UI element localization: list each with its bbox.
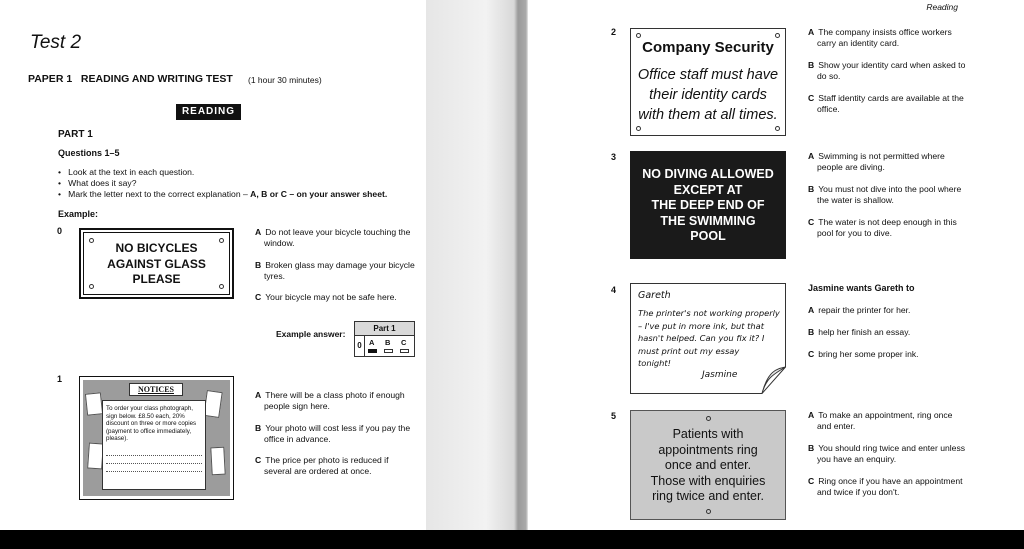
- paper-line: PAPER 1 READING AND WRITING TEST: [28, 73, 233, 85]
- answer-grid-header: Part 1: [355, 322, 414, 336]
- answer-mark-filled: [368, 349, 377, 353]
- sign-line: with them at all times.: [638, 107, 778, 123]
- q2-sign: [630, 28, 786, 136]
- note-line: – I've put in more ink, but that: [638, 320, 765, 331]
- example-option-b: B Broken glass may damage your bicycle tyres.: [255, 260, 415, 281]
- questions-heading: Questions 1–5: [58, 148, 120, 158]
- question-2-number: 2: [611, 27, 617, 37]
- sign-line: Patients with: [672, 427, 744, 441]
- page-edge: [998, 0, 1024, 530]
- note-signature: Jasmine: [702, 370, 738, 380]
- pinned-paper: [210, 447, 225, 476]
- q1-option-a: A There will be a class photo if enough people sign here.: [255, 390, 405, 411]
- screw-icon: [775, 126, 780, 131]
- q4-option-a: A repair the printer for her.: [808, 305, 911, 315]
- screw-icon: [636, 33, 641, 38]
- sign-line: appointments ring: [658, 442, 758, 457]
- answer-letter-c: C: [401, 338, 407, 347]
- section-badge: READING: [176, 104, 241, 120]
- notice-text: To order your class photograph, sign below. £8.50 each, 20% discount on three or more copies (payment to office immediately, please).: [106, 405, 197, 443]
- screw-icon: [775, 33, 780, 38]
- sign-line: ring twice and enter.: [652, 489, 764, 503]
- instructions-list: [58, 167, 418, 200]
- sign-line: Office staff must have: [637, 67, 779, 83]
- example-label: Example:: [58, 209, 99, 219]
- q4-stem: Jasmine wants Gareth to: [808, 283, 915, 293]
- pinned-paper: [85, 392, 103, 416]
- q1-noticeboard: [79, 376, 234, 500]
- instruction-item: • Look at the text in each question.: [58, 167, 195, 177]
- question-5-number: 5: [611, 411, 617, 421]
- q1-option-c: C The price per photo is reduced if several are ordered at once.: [255, 455, 389, 476]
- sign-line: THE SWIMMING: [660, 213, 756, 228]
- sign-line: once and enter.: [664, 458, 752, 472]
- notice-card: [102, 400, 206, 490]
- q3-option-a: A Swimming is not permitted where people are diving.: [808, 151, 945, 172]
- note-recipient: Gareth: [638, 290, 671, 301]
- example-sign: [79, 228, 234, 299]
- signature-line: [106, 464, 202, 472]
- screw-icon: [706, 509, 711, 514]
- signature-line: [106, 448, 202, 456]
- sign-line: their identity cards: [649, 87, 767, 103]
- q3-option-b: B You must not dive into the pool where the water is shallow.: [808, 184, 962, 205]
- sign-line: NO BICYCLES: [115, 241, 198, 255]
- instruction-item: • Mark the letter next to the correct explanation – A, B or C – on your answer sheet.: [58, 189, 388, 199]
- sign-line: POOL: [690, 229, 726, 243]
- q2-option-a: A The company insists office workers carry an identity card.: [808, 27, 952, 48]
- running-header: Reading: [926, 2, 958, 12]
- example-number: 0: [57, 226, 63, 236]
- q4-note: [630, 283, 786, 394]
- answer-mark-empty: [384, 349, 393, 353]
- answer-letter-a: A: [369, 338, 375, 347]
- sign-line: THE DEEP END OF: [651, 198, 765, 212]
- q5-option-c: C Ring once if you have an appointment and twice if you don't.: [808, 476, 963, 497]
- question-4-number: 4: [611, 285, 617, 295]
- note-line: must print out my essay: [638, 345, 740, 356]
- q5-sign: [630, 410, 786, 520]
- note-line: The printer's not working properly: [638, 308, 780, 318]
- book-spine: [426, 0, 528, 530]
- test-title: Test 2: [30, 32, 82, 53]
- sign-line: Those with enquiries: [650, 473, 766, 488]
- part-heading: PART 1: [58, 129, 93, 140]
- example-option-a: A Do not leave your bicycle touching the window.: [255, 227, 411, 248]
- q5-option-b: B You should ring twice and enter unless you have an enquiry.: [808, 443, 966, 464]
- q4-option-c: C bring her some proper ink.: [808, 349, 919, 359]
- notices-title: NOTICES: [129, 383, 183, 396]
- answer-grid: [354, 321, 415, 357]
- screw-icon: [706, 416, 711, 421]
- q2-option-b: B Show your identity card when asked to do so.: [808, 60, 966, 81]
- sign-line: PLEASE: [132, 272, 181, 286]
- example-answer-label: Example answer:: [276, 329, 346, 339]
- answer-mark-empty: [400, 349, 409, 353]
- q3-sign: [630, 151, 786, 259]
- left-page: [0, 0, 426, 530]
- paper-duration: (1 hour 30 minutes): [248, 75, 322, 85]
- q2-option-c: C Staff identity cards are available at the office.: [808, 93, 964, 114]
- sign-line: NO DIVING ALLOWED: [642, 167, 774, 181]
- instruction-item: • What does it say?: [58, 178, 137, 188]
- answer-grid-row: 0: [355, 336, 365, 356]
- signature-line: [106, 456, 202, 464]
- q5-option-a: A To make an appointment, ring once and enter.: [808, 410, 953, 431]
- answer-letter-b: B: [385, 338, 391, 347]
- question-3-number: 3: [611, 152, 617, 162]
- question-1-number: 1: [57, 374, 63, 384]
- q2-sign-title: Company Security: [642, 39, 774, 56]
- q4-option-b: B help her finish an essay.: [808, 327, 911, 337]
- example-option-c: C Your bicycle may not be safe here.: [255, 292, 397, 302]
- q3-option-c: C The water is not deep enough in this pool for you to dive.: [808, 217, 957, 238]
- sign-line: AGAINST GLASS: [107, 256, 206, 271]
- note-line: tonight!: [638, 358, 671, 369]
- sign-line: EXCEPT AT: [673, 182, 743, 197]
- q1-option-b: B Your photo will cost less if you pay the office in advance.: [255, 423, 411, 444]
- note-line: hasn't helped. Can you fix it? I: [638, 333, 765, 344]
- screw-icon: [636, 126, 641, 131]
- right-page: [528, 0, 998, 530]
